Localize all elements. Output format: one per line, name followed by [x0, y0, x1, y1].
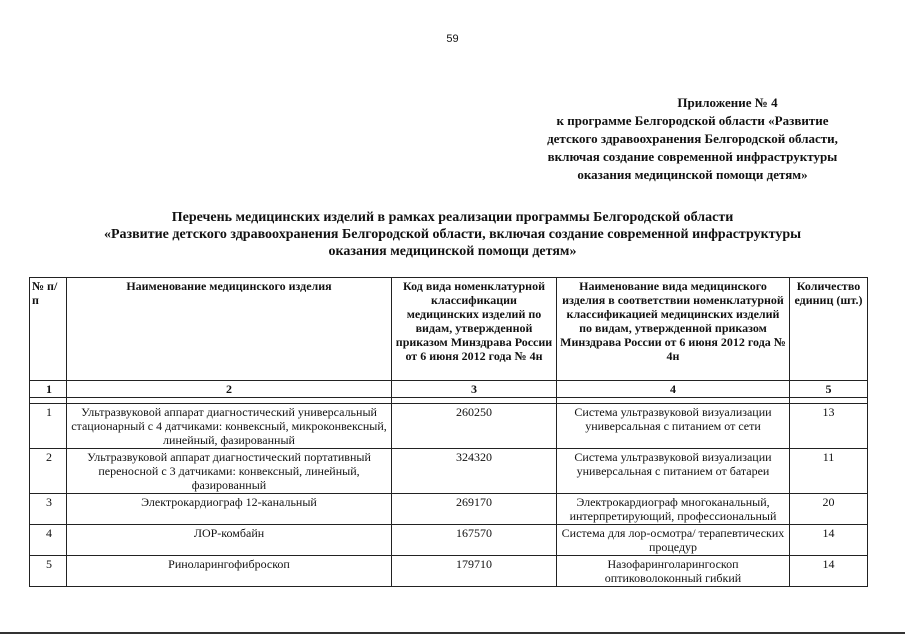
page-number: 59	[446, 33, 459, 45]
column-number: 3	[392, 381, 557, 398]
cell-kind-name: Назофаринголарингоскоп оптиковолоконный гибкий	[557, 556, 790, 587]
cell-number: 2	[30, 449, 67, 494]
cell-code: 179710	[392, 556, 557, 587]
appendix-block	[520, 94, 865, 184]
table-header-row	[30, 278, 868, 381]
cell-quantity: 11	[790, 449, 868, 494]
page-bottom-rule	[0, 632, 905, 634]
header-kind-name: Наименование вида медицинского изделия в соответствии номенклатурной классификацией медицинских изделий по видам, утвержденной приказом Минздрава России от 6 июня 2012 года № 4н	[557, 278, 790, 381]
column-number: 2	[67, 381, 392, 398]
document-title	[40, 209, 865, 260]
cell-quantity: 14	[790, 556, 868, 587]
document-title-line: «Развитие детского здравоохранения Белгородской области, включая создание современной инфраструктуры	[103, 227, 802, 242]
appendix-line: включая создание современной инфраструктуры	[547, 149, 838, 164]
cell-device-name: Электрокардиограф 12-канальный	[67, 494, 392, 525]
cell-quantity: 13	[790, 404, 868, 449]
table-row	[30, 404, 868, 449]
appendix-line: детского здравоохранения Белгородской области,	[547, 131, 838, 146]
document-title-line: Перечень медицинских изделий в рамках реализации программы Белгородской области	[171, 210, 734, 225]
appendix-line: оказания медицинской помощи детям»	[577, 167, 808, 182]
header-quantity: Количество единиц (шт.)	[790, 278, 868, 381]
cell-device-name: ЛОР-комбайн	[67, 525, 392, 556]
header-device-name: Наименование медицинского изделия	[67, 278, 392, 381]
cell-code: 167570	[392, 525, 557, 556]
cell-device-name: Риноларингофиброскоп	[67, 556, 392, 587]
cell-number: 5	[30, 556, 67, 587]
table-row	[30, 525, 868, 556]
cell-code: 260250	[392, 404, 557, 449]
column-number: 1	[30, 381, 67, 398]
appendix-line: к программе Белгородской области «Развитие	[556, 113, 829, 128]
column-number: 4	[557, 381, 790, 398]
cell-number: 4	[30, 525, 67, 556]
cell-code: 269170	[392, 494, 557, 525]
cell-code: 324320	[392, 449, 557, 494]
cell-quantity: 14	[790, 525, 868, 556]
appendix-title: Приложение № 4	[677, 95, 778, 110]
column-numbers-row	[30, 381, 868, 398]
cell-kind-name: Электрокардиограф многоканальный, интерпретирующий, профессиональный	[557, 494, 790, 525]
table-row	[30, 449, 868, 494]
cell-kind-name: Система для лор-осмотра/ терапевтических процедур	[557, 525, 790, 556]
table-row	[30, 494, 868, 525]
header-code: Код вида номенклатурной классификации медицинских изделий по видам, утвержденной приказом Минздрава России от 6 июня 2012 года № 4н	[392, 278, 557, 381]
column-number: 5	[790, 381, 868, 398]
cell-number: 3	[30, 494, 67, 525]
cell-quantity: 20	[790, 494, 868, 525]
cell-kind-name: Система ультразвуковой визуализации универсальная с питанием от сети	[557, 404, 790, 449]
document-title-line: оказания медицинской помощи детям»	[328, 244, 577, 259]
table-row	[30, 556, 868, 587]
cell-device-name: Ультразвуковой аппарат диагностический портативный переносной с 3 датчиками: конвексный, линейный, фазированный	[67, 449, 392, 494]
devices-table	[29, 277, 868, 587]
header-number: № п/п	[30, 278, 67, 381]
cell-kind-name: Система ультразвуковой визуализации универсальная с питанием от батареи	[557, 449, 790, 494]
cell-number: 1	[30, 404, 67, 449]
cell-device-name: Ультразвуковой аппарат диагностический универсальный стационарный с 4 датчиками: конвексный, микроконвексный, линейный, фазированный	[67, 404, 392, 449]
